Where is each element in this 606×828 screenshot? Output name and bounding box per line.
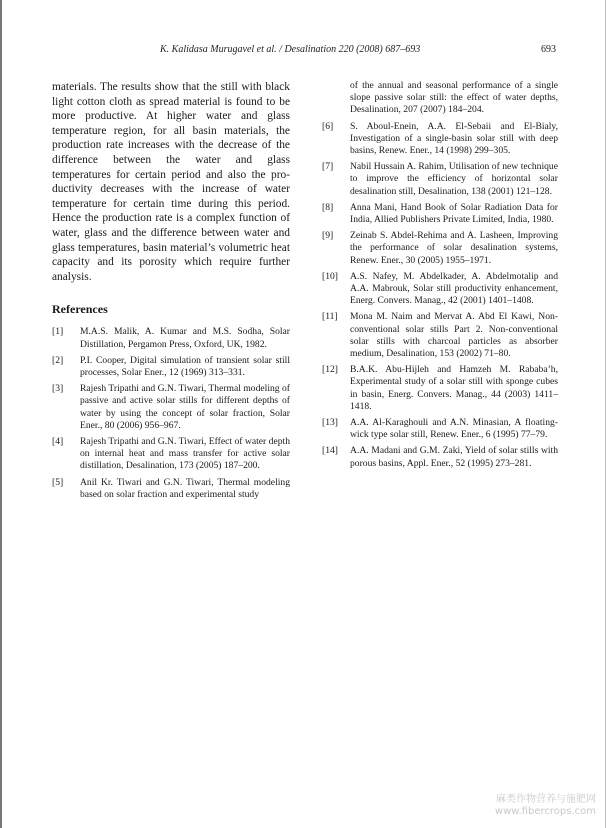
watermark-chinese: 麻类作物营养与施肥网 [496, 794, 596, 805]
reference-text: B.A.K. Abu-Hijleh and Hamzeh M. Rababa’h, Experimental study of a solar still with sponge cubes in basin, Energ. Convers. Manag., 44 (2003) 1411–1418. [350, 364, 558, 412]
reference-text: Anil Kr. Tiwari and G.N. Tiwari, Thermal modeling based on solar fraction and experimental study [80, 476, 290, 500]
running-title: K. Kalidasa Murugavel et al. / Desalination 220 (2008) 687–693 [160, 44, 421, 55]
reference-number: [9] [322, 230, 334, 242]
reference-number: [7] [322, 161, 334, 173]
reference-text: Anna Mani, Hand Book of Solar Radiation Data for India, Allied Publishers Private Limited, India, 1980. [350, 201, 558, 226]
reference-item [322, 364, 558, 413]
reference-text: P.I. Cooper, Digital simulation of transient solar still processes, Solar Ener., 12 (1969) 313–331. [80, 354, 290, 378]
reference-continuation [322, 80, 558, 117]
reference-number: [2] [52, 354, 64, 366]
reference-number: [5] [52, 476, 64, 488]
reference-list-left [52, 326, 290, 501]
reference-text: of the annual and seasonal performance of a single slope passive solar still: the effect of water depths, Desalination, 207 (2007) 184–204. [350, 80, 558, 116]
reference-item [322, 311, 558, 360]
watermark [495, 794, 596, 818]
conclusion-paragraph: materials. The results show that the still with black light cotton cloth as spread material is found to be more productive. At higher water and glass temperature region, for all basin materials, the production rate increases with the decrease of the difference between the water and glass temperatures for certain period and also the productivity decreases with the increase of water temperature for certain time during this period. Hence the production rate is a complex function of water, glass and the difference between water and glass temperatures, basin material’s volumetric heat capacity and its porosity which require further analysis. [52, 81, 290, 283]
reference-item [52, 477, 290, 501]
reference-number: [3] [52, 383, 64, 395]
reference-item [52, 436, 290, 473]
right-column [322, 80, 558, 474]
reference-item [322, 202, 558, 226]
reference-number: [11] [322, 311, 338, 323]
reference-item [322, 230, 558, 267]
reference-text: Rajesh Tripathi and G.N. Tiwari, Effect of water depth on internal heat and mass transfer for active solar distillation, Desalination, 173 (2005) 187–200. [80, 435, 290, 472]
references-heading: References [52, 302, 108, 317]
reference-list-right [322, 80, 558, 470]
reference-text: Mona M. Naim and Mervat A. Abd El Kawi, Non-conventional solar stills Part 2. Non-conventional solar stills with charcoal particles as absorber medium, Desalination, 153 (2002) 71–80. [350, 311, 558, 360]
running-header [160, 44, 556, 55]
reference-item [322, 417, 558, 441]
reference-item [322, 445, 558, 469]
page-left-edge [0, 0, 2, 828]
reference-text: M.A.S. Malik, A. Kumar and M.S. Sodha, Solar Distillation, Pergamon Press, Oxford, UK, 1982. [80, 326, 290, 350]
reference-text: A.A. Madani and G.M. Zaki, Yield of solar stills with porous basins, Appl. Ener., 52 (1995) 273–281. [350, 445, 558, 469]
reference-text: Nabil Hussain A. Rahim, Utilisation of new technique to improve the efficiency of horizontal solar desalination still, Desalination, 138 (2001) 121–128. [350, 161, 558, 197]
reference-number: [1] [52, 326, 64, 338]
reference-text: Zeinab S. Abdel-Rehima and A. Lasheen, Improving the performance of solar desalination systems, Renew. Ener., 30 (2005) 1955–1971. [350, 230, 558, 266]
reference-number: [10] [322, 270, 338, 282]
reference-number: [8] [322, 201, 334, 213]
reference-number: [6] [322, 120, 334, 132]
reference-item [52, 383, 290, 432]
left-column [52, 80, 290, 505]
reference-text: Rajesh Tripathi and G.N. Tiwari, Thermal modeling of passive and active solar stills for different depths of water by using the concept of solar fraction, Solar Ener., 80 (2006) 956–967. [80, 383, 290, 431]
reference-number: [12] [322, 364, 338, 376]
page-number: 693 [541, 44, 556, 55]
reference-item [52, 326, 290, 350]
reference-text: A.A. Al-Karaghouli and A.N. Minasian, A floating-wick type solar still, Renew. Ener., 6 (1995) 77–79. [350, 417, 558, 441]
reference-number: [4] [52, 435, 64, 447]
reference-number: [13] [322, 417, 338, 429]
reference-number: [14] [322, 445, 338, 457]
reference-text: A.S. Nafey, M. Abdelkader, A. Abdelmotalip and A.A. Mabrouk, Solar still productivity enhancement, Energ. Convers. Manag., 42 (2001) 1401–1408. [350, 270, 558, 307]
reference-item [322, 161, 558, 198]
reference-item [322, 121, 558, 158]
reference-text: S. Aboul-Enein, A.A. El-Sebaii and El-Bialy, Investigation of a single-basin solar still with deep basins, Renew. Ener., 14 (1998) 299–305. [350, 120, 558, 157]
watermark-url: www.fibercrops.com [494, 806, 596, 817]
reference-item [322, 271, 558, 308]
reference-item [52, 355, 290, 379]
